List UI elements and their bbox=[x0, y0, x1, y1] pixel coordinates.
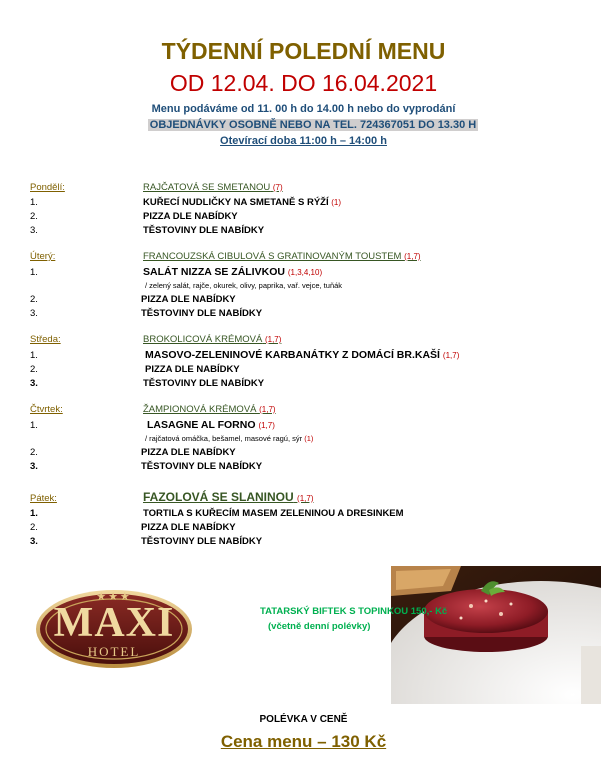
dish-name: SALÁT NIZZA SE ZÁLIVKOU bbox=[143, 266, 285, 278]
dish-monday-1 bbox=[143, 197, 341, 208]
soup-name: ŽAMPIONOVÁ KRÉMOVÁ bbox=[143, 404, 257, 415]
dish-thursday-2: PIZZA DLE NABÍDKY bbox=[141, 447, 236, 458]
dish-number: 1. bbox=[30, 350, 38, 361]
dish-friday-2: PIZZA DLE NABÍDKY bbox=[141, 522, 236, 533]
dish-monday-3: TĚSTOVINY DLE NABÍDKY bbox=[143, 225, 265, 236]
dish-wednesday-1 bbox=[145, 349, 459, 361]
soup-thursday bbox=[143, 404, 276, 415]
dish-name: MASOVO-ZELENINOVÉ KARBANÁTKY Z DOMÁCÍ BR.KAŠÍ bbox=[145, 349, 440, 361]
soup-friday bbox=[143, 490, 313, 504]
logo-text: MAXI bbox=[53, 600, 175, 646]
dish-monday-2: PIZZA DLE NABÍDKY bbox=[143, 211, 238, 222]
dish-tuesday-1 bbox=[143, 266, 322, 278]
order-info: OBJEDNÁVKY OSOBNĚ NEBO NA TEL. 724367051 DO 13.30 H bbox=[149, 119, 477, 131]
dish-thursday-1 bbox=[147, 419, 275, 431]
dish-number: 2. bbox=[30, 522, 38, 533]
soup-name: FRANCOUZSKÁ CIBULOVÁ S GRATINOVANÝM TOUSTEM bbox=[143, 251, 402, 262]
dish-number: 3. bbox=[30, 461, 38, 472]
dish-number: 3. bbox=[30, 378, 38, 389]
day-label-wednesday: Středa: bbox=[30, 334, 61, 345]
dish-number: 3. bbox=[30, 308, 38, 319]
allergens: (1,7) bbox=[259, 405, 276, 414]
dish-wednesday-3: TĚSTOVINY DLE NABÍDKY bbox=[143, 378, 265, 389]
dish-number: 2. bbox=[30, 447, 38, 458]
serving-info: Menu podáváme od 11. 00 h do 14.00 h nebo do vyprodání bbox=[151, 103, 456, 115]
soup-name: RAJČATOVÁ SE SMETANOU bbox=[143, 182, 271, 193]
allergens: (1,7) bbox=[442, 351, 460, 360]
dish-friday-3: TĚSTOVINY DLE NABÍDKY bbox=[141, 536, 263, 547]
menu-title: TÝDENNÍ POLEDNÍ MENU bbox=[161, 38, 446, 64]
allergens: (1,7) bbox=[258, 421, 275, 430]
dish-number: 1. bbox=[30, 508, 38, 519]
opening-hours: Otevírací doba 11:00 h – 14:00 h bbox=[220, 135, 387, 147]
dish-note bbox=[145, 434, 313, 443]
dish-name: KUŘECÍ NUDLIČKY NA SMETANĚ S RÝŽÍ bbox=[143, 197, 329, 208]
logo-stars: ★★★ bbox=[96, 591, 132, 603]
allergens: (1,7) bbox=[404, 252, 421, 261]
allergens: (1,7) bbox=[297, 494, 314, 503]
dish-tuesday-2: PIZZA DLE NABÍDKY bbox=[141, 294, 236, 305]
dish-number: 3. bbox=[30, 225, 38, 236]
dish-thursday-3: TĚSTOVINY DLE NABÍDKY bbox=[141, 461, 263, 472]
soup-monday bbox=[143, 182, 283, 193]
allergens: (1,3,4,10) bbox=[287, 268, 323, 277]
special-note: (včetně denní polévky) bbox=[268, 621, 371, 632]
menu-dates: OD 12.04. DO 16.04.2021 bbox=[169, 70, 438, 96]
dish-note: / zelený salát, rajče, okurek, olivy, paprika, vař. vejce, tuňák bbox=[145, 281, 343, 290]
soup-included: POLÉVKA V CENĚ bbox=[259, 714, 348, 725]
day-label-thursday: Čtvrtek: bbox=[30, 404, 63, 415]
soup-name: BROKOLICOVÁ KRÉMOVÁ bbox=[143, 334, 263, 345]
tartare-photo bbox=[391, 566, 601, 704]
dish-number: 1. bbox=[30, 420, 38, 431]
day-label-friday: Pátek: bbox=[30, 493, 57, 504]
dish-friday-1: TORTILA S KUŘECÍM MASEM ZELENINOU A DRESINKEM bbox=[143, 508, 404, 519]
soup-name: FAZOLOVÁ SE SLANINOU bbox=[143, 490, 294, 504]
dish-wednesday-2: PIZZA DLE NABÍDKY bbox=[145, 364, 240, 375]
soup-tuesday bbox=[143, 251, 421, 262]
hotel-logo bbox=[34, 588, 194, 670]
allergens: (1) bbox=[304, 434, 314, 443]
allergens: (1,7) bbox=[264, 335, 282, 344]
dish-name: LASAGNE AL FORNO bbox=[147, 419, 256, 431]
note-text: / rajčatová omáčka, bešamel, masové ragú, sýr bbox=[145, 434, 303, 443]
allergens: (1) bbox=[331, 198, 342, 207]
dish-tuesday-3: TĚSTOVINY DLE NABÍDKY bbox=[141, 308, 263, 319]
dish-number: 1. bbox=[30, 267, 38, 278]
dish-number: 2. bbox=[30, 364, 38, 375]
dish-number: 2. bbox=[30, 211, 38, 222]
dish-number: 3. bbox=[30, 536, 38, 547]
allergens: (7) bbox=[272, 183, 283, 192]
dish-number: 2. bbox=[30, 294, 38, 305]
menu-price: Cena menu – 130 Kč bbox=[220, 732, 387, 751]
special-offer: TATARSKÝ BIFTEK S TOPINKOU 150,- Kč bbox=[260, 606, 448, 617]
dish-number: 1. bbox=[30, 197, 38, 208]
day-label-monday: Pondělí: bbox=[30, 182, 65, 193]
logo-subtext: HOTEL bbox=[87, 644, 141, 659]
soup-wednesday bbox=[143, 334, 281, 345]
tartare-image bbox=[391, 566, 601, 704]
day-label-tuesday: Úterý: bbox=[30, 251, 56, 262]
